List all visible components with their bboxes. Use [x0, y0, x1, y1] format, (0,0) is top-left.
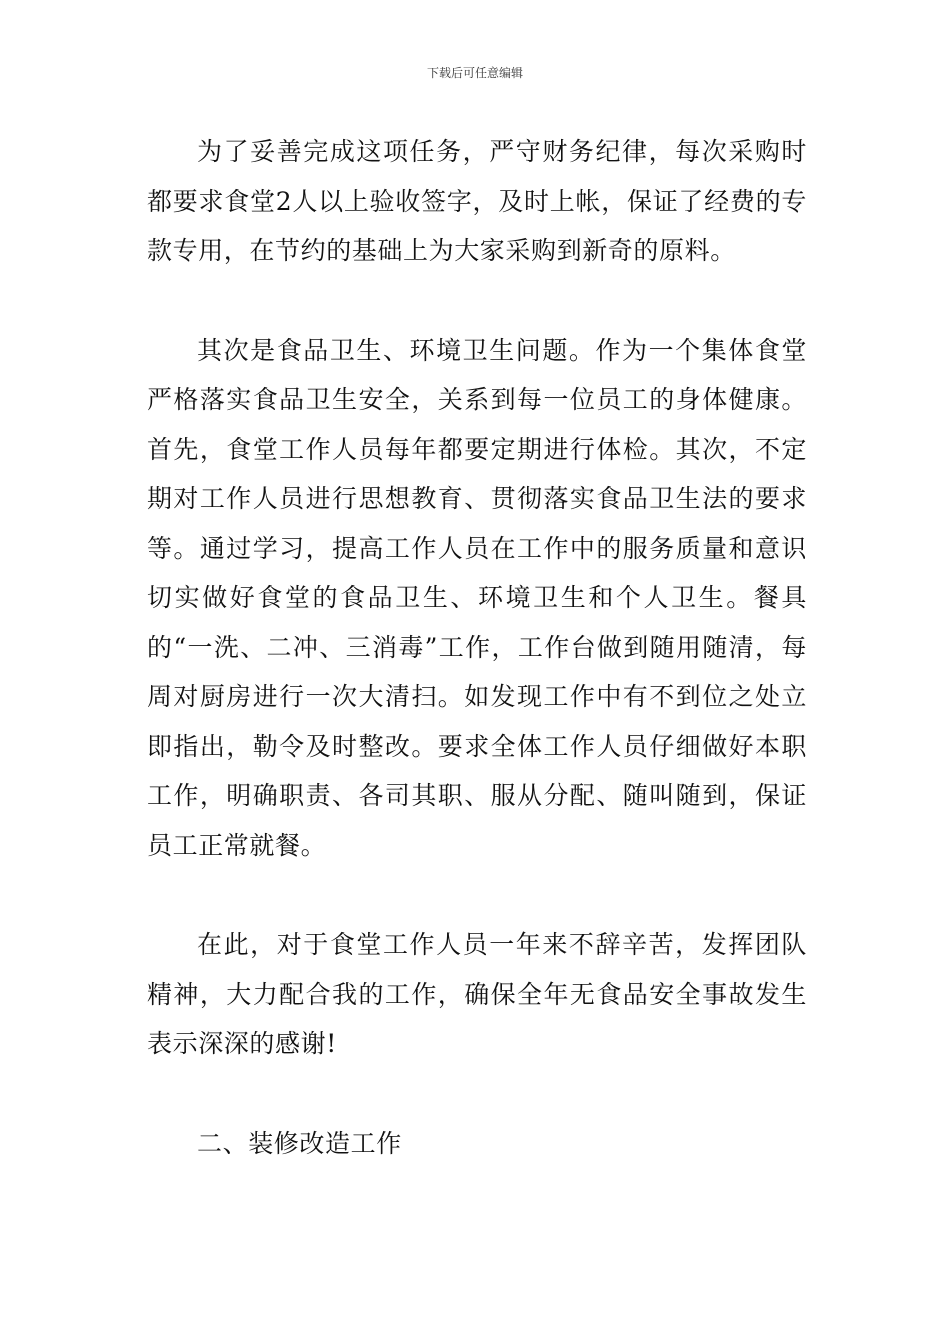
paragraph-procurement: 为了妥善完成这项任务，严守财务纪律，每次采购时都要求食堂2人以上验收签字，及时上帐，保证了经费的专款专用，在节约的基础上为大家采购到新奇的原料。 [147, 137, 807, 265]
page-header: 下载后可任意编辑 [426, 66, 523, 80]
document-body [147, 127, 807, 1168]
paragraph-thanks: 在此，对于食堂工作人员一年来不辞辛苦，发挥团队精神，大力配合我的工作，确保全年无食品安全事故发生表示深深的感谢! [147, 930, 807, 1058]
section-heading-renovation: 二、装修改造工作 [197, 1128, 402, 1158]
paragraph-food-hygiene: 其次是食品卫生、环境卫生问题。作为一个集体食堂严格落实食品卫生安全，关系到每一位员工的身体健康。首先，食堂工作人员每年都要定期进行体检。其次，不定期对工作人员进行思想教育、贯彻落实食品卫生法的要求等。通过学习，提高工作人员在工作中的服务质量和意识切实做好食堂的食品卫生、环境卫生和个人卫生。餐具的“一洗、二冲、三消毒”工作，工作台做到随用随清，每周对厨房进行一次大清扫。如发现工作中有不到位之处立即指出，勒令及时整改。要求全体工作人员仔细做好本职工作，明确职责、各司其职、服从分配、随叫随到，保证员工正常就餐。 [147, 335, 807, 860]
